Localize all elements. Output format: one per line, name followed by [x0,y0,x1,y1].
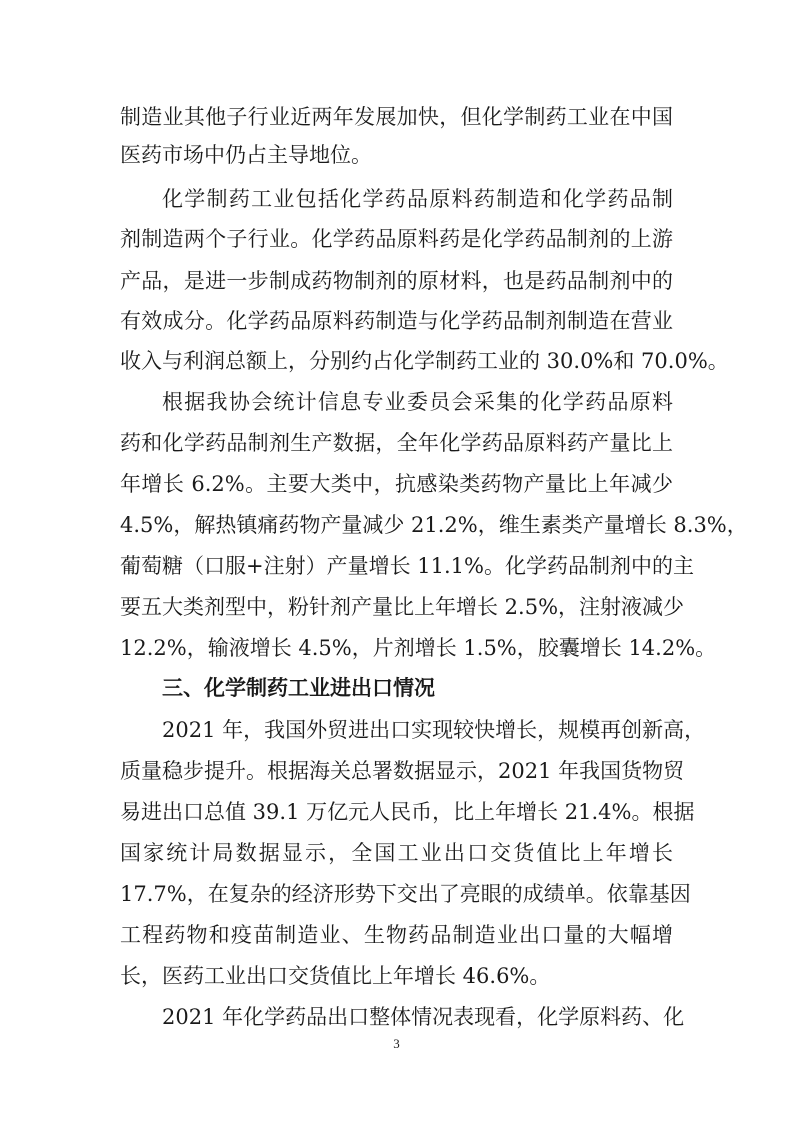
paragraph-line: 葡萄糖（口服+注射）产量增长 11.1%。化学药品制剂中的主 [120,554,694,578]
paragraph-line: 有效成分。化学药品原料药制造与化学药品制剂制造在营业 [120,309,673,333]
page-number: 3 [393,1036,400,1051]
paragraph-line: 制造业其他子行业近两年发展加快，但化学制药工业在中国 [120,105,673,129]
paragraph-line: 工程药物和疫苗制造业、生物药品制造业出口量的大幅增 [120,923,673,947]
paragraph-line: 2021 年，我国外贸进出口实现较快增长，规模再创新高， [162,718,706,742]
section-heading: 三、化学制药工业进出口情况 [162,676,435,700]
paragraph-line: 剂制造两个子行业。化学药品原料药是化学药品制剂的上游 [120,227,673,251]
paragraph-line: 2021 年化学药品出口整体情况表现看，化学原料药、化 [162,1005,685,1029]
paragraph-line: 年增长 6.2%。主要大类中，抗感染类药物产量比上年减少 [120,472,673,496]
paragraph-line: 医药市场中仍占主导地位。 [120,143,372,167]
paragraph-line: 化学制药工业包括化学药品原料药制造和化学药品制 [162,187,673,211]
paragraph-line: 国家统计局数据显示，全国工业出口交货值比上年增长 [120,841,673,865]
paragraph-line: 易进出口总值 39.1 万亿元人民币，比上年增长 21.4%。根据 [120,800,695,824]
paragraph-line: 12.2%，输液增长 4.5%，片剂增长 1.5%，胶囊增长 14.2%。 [120,636,717,660]
paragraph-line: 4.5%，解热镇痛药物产量减少 21.2%，维生素类产量增长 8.3%， [120,513,748,537]
paragraph-line: 质量稳步提升。根据海关总署数据显示，2021 年我国货物贸 [120,759,685,783]
paragraph-line: 根据我协会统计信息专业委员会采集的化学药品原料 [162,390,673,414]
paragraph-line: 长，医药工业出口交货值比上年增长 46.6%。 [120,964,551,988]
paragraph-line: 17.7%，在复杂的经济形势下交出了亮眼的成绩单。依靠基因 [120,882,691,906]
paragraph-line: 产品，是进一步制成药物制剂的原材料，也是药品制剂中的 [120,269,673,293]
paragraph-line: 要五大类剂型中，粉针剂产量比上年增长 2.5%，注射液减少 [120,595,685,619]
paragraph-line: 收入与利润总额上，分别约占化学制药工业的 30.0%和 70.0%。 [120,349,729,373]
paragraph-line: 药和化学药品制剂生产数据，全年化学药品原料药产量比上 [120,431,673,455]
